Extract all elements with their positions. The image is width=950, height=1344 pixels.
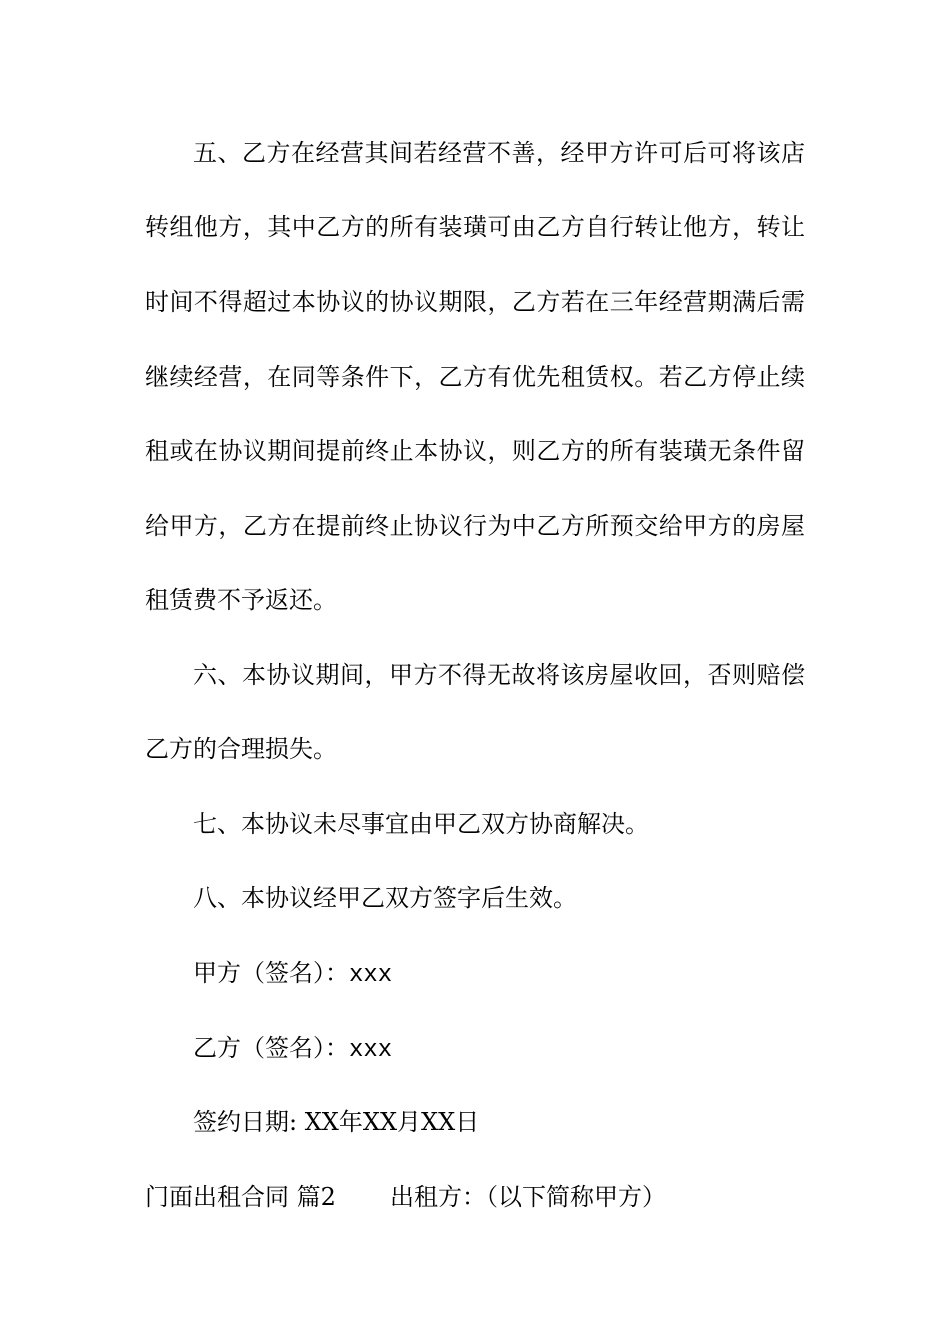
clause5-line1: 五、乙方在经营其间若经营不善，经甲方许可后可将该店: [193, 139, 805, 167]
party-a-signature: [193, 958, 392, 988]
party-a-label: 甲方（签名）：: [193, 959, 349, 987]
clause6-line1: 六、本协议期间，甲方不得无故将该房屋收回，否则赔偿: [193, 661, 805, 689]
clause5-line4: 继续经营，在同等条件下，乙方有优先租赁权。若乙方停止续: [145, 363, 805, 391]
clause5-line6: 给甲方，乙方在提前终止协议行为中乙方所预交给甲方的房屋: [145, 512, 805, 540]
clause8: 八、本协议经甲乙双方签字后生效。: [193, 884, 577, 912]
clause5-line5: 租或在协议期间提前终止本协议，则乙方的所有装璜无条件留: [145, 437, 805, 465]
clause6-line2: 乙方的合理损失。: [145, 735, 337, 763]
party-b-signature: [193, 1033, 392, 1063]
party-a-value: xxx: [349, 962, 393, 989]
sign-date-value: XX年XX月XX日: [304, 1108, 480, 1136]
party-b-label: 乙方（签名）：: [193, 1034, 349, 1062]
party-b-value: xxx: [349, 1037, 393, 1064]
clause5-line3: 时间不得超过本协议的协议期限，乙方若在三年经营期满后需: [145, 288, 805, 316]
clause5-line2: 转组他方，其中乙方的所有装璜可由乙方自行转让他方，转让: [145, 213, 805, 241]
document-body: [145, 0, 805, 1344]
sign-date-label: 签约日期:: [193, 1108, 305, 1136]
next-section-lessor: 出租方：（以下简称甲方）: [390, 1183, 666, 1211]
sign-date: [193, 1107, 479, 1137]
next-section-title: 门面出租合同 篇2: [145, 1183, 336, 1211]
clause5-line7: 租赁费不予返还。: [145, 586, 337, 614]
clause7: 七、本协议未尽事宜由甲乙双方协商解决。: [193, 810, 649, 838]
